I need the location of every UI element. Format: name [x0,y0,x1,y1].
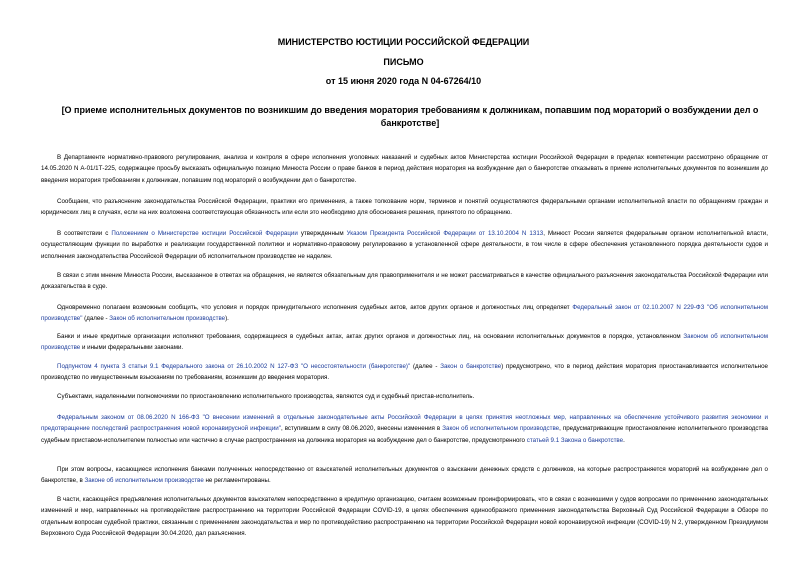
bankruptcy-article-link[interactable]: Подпунктом 4 пункта 3 статьи 9.1 Федерального закона от 26.10.2002 N 127-ФЗ "О несостоятельности (банкротстве)" [57,363,411,370]
paragraph-3-text-1: В соответствии с [57,230,112,237]
document-date-number: от 15 июня 2020 года N 04-67264/10 [325,76,482,86]
paragraph-5-text-1: Одновременно полагаем возможным сообщить, что условия и порядок принудительного исполнения судебных актов, актов других органов и должностных лиц определяет [57,304,573,311]
paragraph-5-text-3: ). [225,315,229,323]
paragraph-6-text-2: и иными федеральными законами. [80,344,184,352]
paragraph-11: В части, касающейся предъявления исполнительных документов взыскателем непосредственно в кредитную организацию, считаем возможным проинформировать, что в связи с возникшими у судов вопросами по применению законодательных изменений и мер, направленных на противодействие распространению на территории Российской Федерации COVID-19, в целях обеспечения единообразного применения законодательства Верховный Суд Российской Федерации в Обзоре по отдельным вопросам судебной практики, связанным с применением законодательства и мер по противодействию распространению на территории Российской Федерации новой коронавирусной инфекции (COVID-19) N 2, утвержденном Президиумом Верховного Суда Российской Федерации 30.04.2020, дал разъяснения. [41,496,768,537]
paragraph-10-text-1: При этом вопросы, касающиеся исполнения банками полученных непосредственно от взыскателей исполнительных документов о взыскании денежных средств с должников, на которые распространяется мораторий на возбуждение дел о банкротстве, в [41,466,768,485]
federal-law-229-link[interactable]: Федеральный закон от 02.10.2007 N 229-ФЗ "Об исполнительном производстве" [41,304,768,323]
presidential-decree-link[interactable]: Указом Президента Российской Федерации от 13.10.2004 N 1313 [346,230,544,237]
paragraph-7-text-1: (далее - [410,363,441,370]
regulation-link[interactable]: Положением о Министерстве юстиции Российской Федерации [111,230,298,237]
paragraph-3 [41,228,768,262]
enforcement-law-link[interactable]: Закон об исполнительном производстве [109,315,226,323]
paragraph-10 [41,464,768,487]
paragraph-3-text-3: , Минюст России является федеральным органом исполнительной власти, осуществляющим функции по выработке и реализации государственной политики и нормативно-правовому регулированию в установленной сфере деятельности, в том числе в сфере обеспечения установленного порядка деятельности судов и исполнения законодательства Российской Федерации об исполнительном производстве не наделен. [41,230,768,260]
paragraph-3-text-2: утвержденным [297,230,347,237]
federal-law-166-link[interactable]: Федеральным законом от 08.06.2020 N 166-ФЗ "О внесении изменений в отдельные законодательные акты Российской Федерации в целях принятия неотложных мер, направленных на обеспечение устойчивого развития экономики и предотвращение последствий распространения новой коронавирусной инфекции" [41,414,768,433]
document-title: [О приеме исполнительных документов по возникшим до введения моратория требованиям к должникам, попавшим под мораторий о возбуждении дел о банкротстве] [61,105,759,128]
paragraph-9-text-3: . [623,436,625,444]
paragraph-5 [41,302,768,325]
paragraph-7 [41,361,768,384]
paragraph-10-text-2: не регламентированы. [203,477,271,485]
article-9-1-link[interactable]: статьей 9.1 Закона о банкротстве [526,436,624,444]
paragraph-6-text-1: Банки и иные кредитные организации исполняют требования, содержащиеся в судебных актах, актах других органов и должностных лиц, на основании исполнительных документов в порядке, установленном [57,333,684,340]
document-type: ПИСЬМО [383,57,424,67]
paragraph-9-text-2: , предусматривающие приостановление исполнительного производства судебным приставом-исполнителем полностью или частично в случае распространения на должника моратория на возбуждение дел о банкротстве, предусмотренного [41,425,768,444]
paragraph-9-text-1: , вступившим в силу 08.06.2020, внесены изменения в [280,425,443,433]
paragraph-5-text-2: (далее - [82,315,110,323]
paragraph-7-text-2: ) предусмотрено, что в период действия моратория приостанавливается исполнительное производство по имущественным взысканиям по требованиям, возникшим до введения моратория. [41,363,768,382]
bankruptcy-law-link[interactable]: Закон о банкротстве [440,363,502,370]
paragraph-8: Субъектами, наделенными полномочиями по приостановлению исполнительного производства, являются суд и судебный пристав-исполнитель. [57,393,475,400]
enforcement-law-link-3[interactable]: Закон об исполнительном производстве [442,425,560,433]
paragraph-1: В Департаменте нормативно-правового регулирования, анализа и контроля в сфере исполнения уголовных наказаний и судебных актов Министерства юстиции Российской Федерации в пределах компетенции рассмотрено обращение от 14.05.2020 N А-01/1Т-225, содержащее просьбу высказать официальную позицию Минюста России о праве банков в период действия моратория на возбуждение дел о банкротстве отказывать в приеме исполнительных документов по возникшим до введения моратория требованиям к должникам, попавшим под мораторий о возбуждении дел о банкротстве. [41,154,768,184]
paragraph-6 [41,331,768,354]
paragraph-9 [41,412,768,446]
enforcement-law-link-4[interactable]: Законе об исполнительном производстве [84,477,204,485]
ministry-heading: МИНИСТЕРСТВО ЮСТИЦИИ РОССИЙСКОЙ ФЕДЕРАЦИИ [277,37,530,47]
paragraph-4: В связи с этим мнение Минюста России, высказанное в ответах на обращения, не является обязательным для правоприменителя и не может рассматриваться в качестве официального разъяснения законодательства Российской Федерации или доказательства в суде. [41,272,768,291]
enforcement-law-link-2[interactable]: Законом об исполнительном производстве [41,333,768,352]
paragraph-2: Сообщаем, что разъяснение законодательства Российской Федерации, практики его применения, а также толкование норм, терминов и понятий осуществляются федеральными органами исполнительной власти по обращениям граждан и юридических лиц в случаях, если на них возложена соответствующая обязанность или если это необходимо для обоснования решения, принятого по обращению. [41,198,768,217]
